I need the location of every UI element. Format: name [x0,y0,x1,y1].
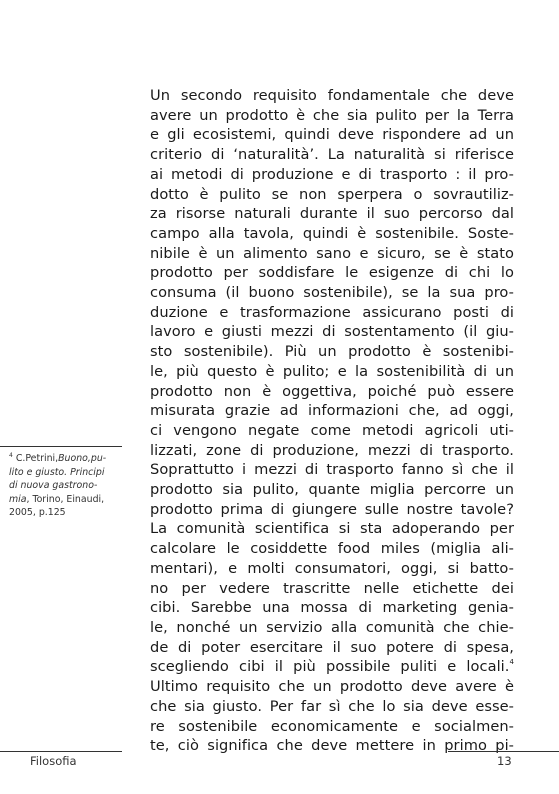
body-line: te, ciò significa che deve mettere in primo pi- [150,737,514,755]
body-line: mentari), e molti consumatori, oggi, si batto- [150,559,514,577]
page-number: 13 [497,754,512,768]
body-line: campo alla tavola, quindi è sostenibile. Soste- [150,224,514,242]
footnote-reference[interactable]: 4 [509,658,514,667]
body-line: misurata grazie ad informazioni che, ad oggi, [150,402,514,420]
footnote-title: mia [9,493,27,505]
body-line: prodotto non è oggettiva, poiché può essere [150,382,514,400]
body-line: lizzati, zone di produzione, mezzi di trasporto. [150,441,514,459]
body-line: re sostenibile economicamente e socialmen- [150,717,514,735]
body-line: de di poter esercitare il suo potere di spesa, [150,638,514,656]
body-line: le, più questo è pulito; e la sostenibilità di un [150,362,514,380]
body-line-with-footnote-ref [150,657,514,677]
body-line: ci vengono negate come metodi agricoli uti- [150,421,514,439]
footer-divider-left [0,751,122,752]
body-line-text: scegliendo cibi il più possibile puliti e locali. [150,658,510,676]
footnote-divider [0,446,122,447]
body-line: La comunità scientifica si sta adoperando per [150,520,514,538]
body-line: criterio di ‘naturalità’. La naturalità si riferisce [150,146,514,164]
body-line: no per vedere trascritte nelle etichette dei [150,579,514,597]
footnote-number: 4 [9,452,13,459]
footnote-title: di nuova gastrono- [9,480,98,492]
body-line: duzione e trasformazione assicurano posti di [150,303,514,321]
footnote-line [9,452,125,466]
body-line: le, nonché un servizio alla comunità che chie- [150,618,514,636]
footnote-year-page: 2005, p.125 [9,507,66,519]
body-text [150,86,514,756]
body-line: ai metodi di produzione e di trasporto : il pro- [150,165,514,183]
body-line: consuma (il buono sostenibile), se la sua pro- [150,284,514,302]
body-line: za risorse naturali durante il suo percorso dal [150,205,514,223]
footnote-line [9,466,125,480]
footer-section-label: Filosofia [30,754,77,768]
footnote-title: Buono,pu- [58,453,107,464]
body-line: dotto è pulito se non sperpera o sovrautiliz- [150,185,514,203]
body-line: Ultimo requisito che un prodotto deve avere è [150,678,514,696]
footnote-author: C.Petrini, [15,453,59,464]
body-line: calcolare le cosiddette food miles (miglia ali- [150,540,514,558]
body-line: Un secondo requisito fondamentale che deve [150,87,514,104]
body-line: cibi. Sarebbe una mossa di marketing genia- [150,599,514,617]
body-line: che sia giusto. Per far sì che lo sia deve esse- [150,697,514,715]
footnote-title: lito e giusto. Principi [9,466,105,478]
footnote [9,452,125,520]
footnote-line [9,493,125,507]
footer-divider-right [448,751,559,752]
body-line: Soprattutto i mezzi di trasporto fanno sì che il [150,461,514,479]
body-line: lavoro e giusti mezzi di sostentamento (il giu- [150,323,514,341]
body-line: sto sostenibile). Più un prodotto è sostenibi- [150,343,514,361]
body-line: prodotto sia pulito, quante miglia percorre un [150,481,514,499]
footnote-line [9,479,125,493]
body-line: prodotto per soddisfare le esigenze di chi lo [150,264,514,282]
body-line: avere un prodotto è che sia pulito per la Terra [150,106,514,124]
body-line: nibile è un alimento sano e sicuro, se è stato [150,244,514,262]
body-line: prodotto prima di giungere sulle nostre tavole? [150,500,514,518]
body-line: e gli ecosistemi, quindi deve rispondere ad un [150,126,514,144]
footnote-publisher: , Torino, Einaudi, [26,493,105,505]
